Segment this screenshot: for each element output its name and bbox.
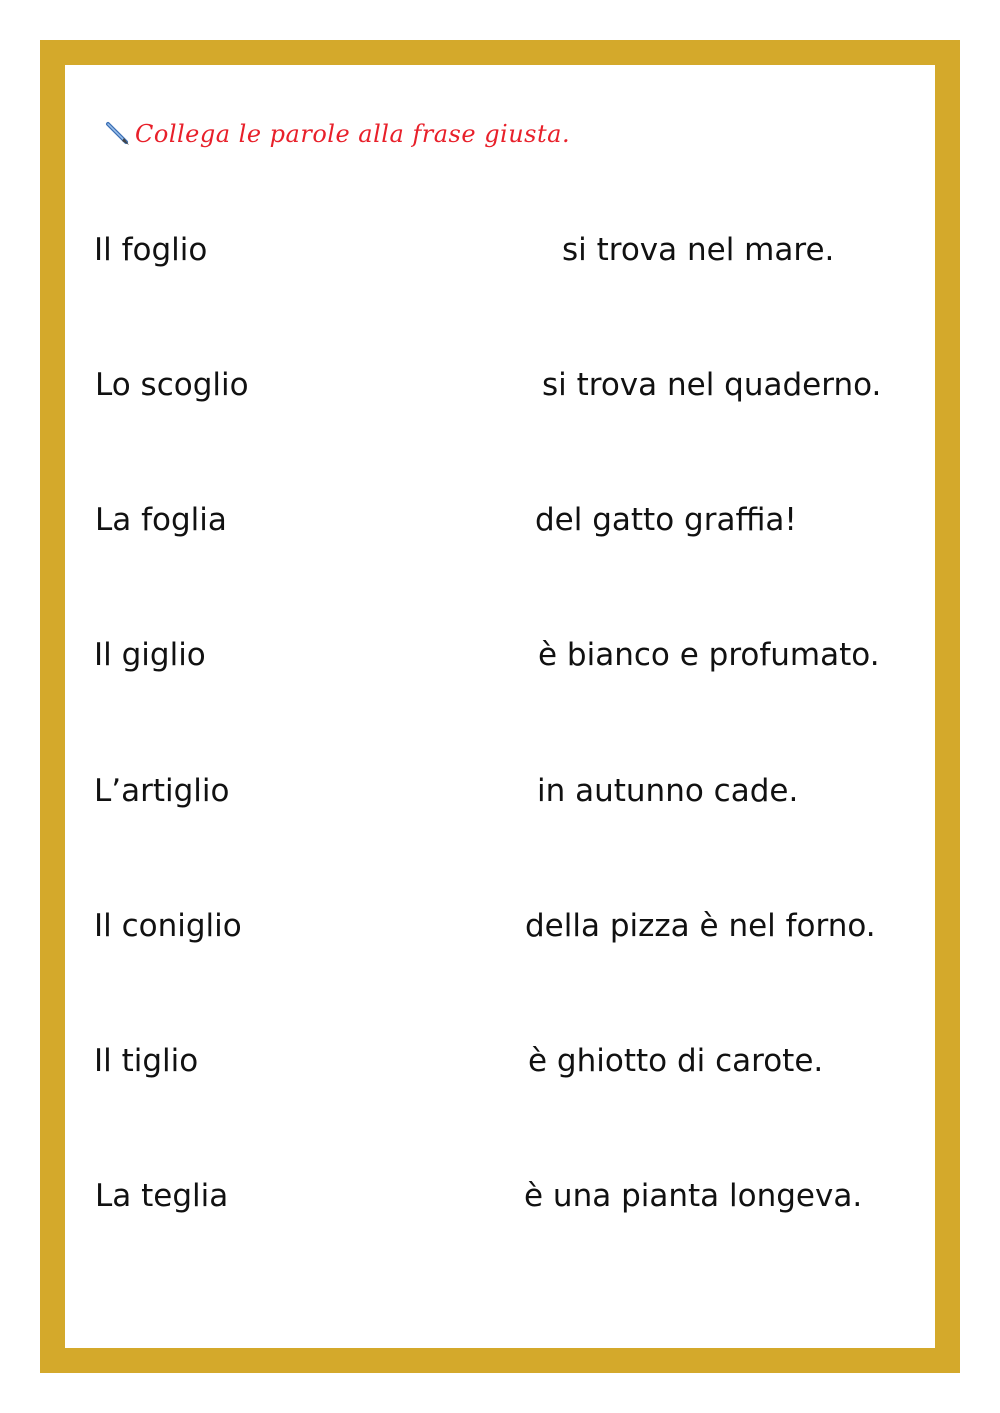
decorative-border	[40, 40, 960, 1373]
match-row	[65, 633, 935, 677]
phrase-right[interactable]: è ghiotto di carote.	[528, 1043, 824, 1079]
word-left[interactable]: La teglia	[95, 1178, 229, 1214]
match-row	[65, 498, 935, 542]
phrase-right[interactable]: in autunno cade.	[537, 773, 799, 809]
match-row	[65, 363, 935, 407]
pen-icon	[105, 121, 131, 147]
phrase-right[interactable]: è bianco e profumato.	[538, 637, 880, 673]
phrase-right[interactable]: è una pianta longeva.	[524, 1178, 863, 1214]
instruction-text: Collega le parole alla frase giusta.	[135, 120, 571, 148]
match-row	[65, 1039, 935, 1083]
phrase-right[interactable]: si trova nel quaderno.	[542, 367, 882, 403]
match-row	[65, 904, 935, 948]
word-left[interactable]: Il foglio	[94, 232, 208, 268]
phrase-right[interactable]: della pizza è nel forno.	[525, 908, 876, 944]
word-left[interactable]: La foglia	[95, 502, 227, 538]
phrase-right[interactable]: del gatto graffia!	[535, 502, 797, 538]
match-row	[65, 1174, 935, 1218]
phrase-right[interactable]: si trova nel mare.	[562, 232, 835, 268]
worksheet-page	[65, 65, 935, 1348]
word-left[interactable]: Il coniglio	[94, 908, 242, 944]
match-row	[65, 769, 935, 813]
word-left[interactable]: Lo scoglio	[95, 367, 249, 403]
instruction-heading	[105, 120, 570, 148]
word-left[interactable]: Il giglio	[94, 637, 206, 673]
word-left[interactable]: Il tiglio	[94, 1043, 199, 1079]
match-row	[65, 228, 935, 272]
word-left[interactable]: L’artiglio	[94, 773, 230, 809]
